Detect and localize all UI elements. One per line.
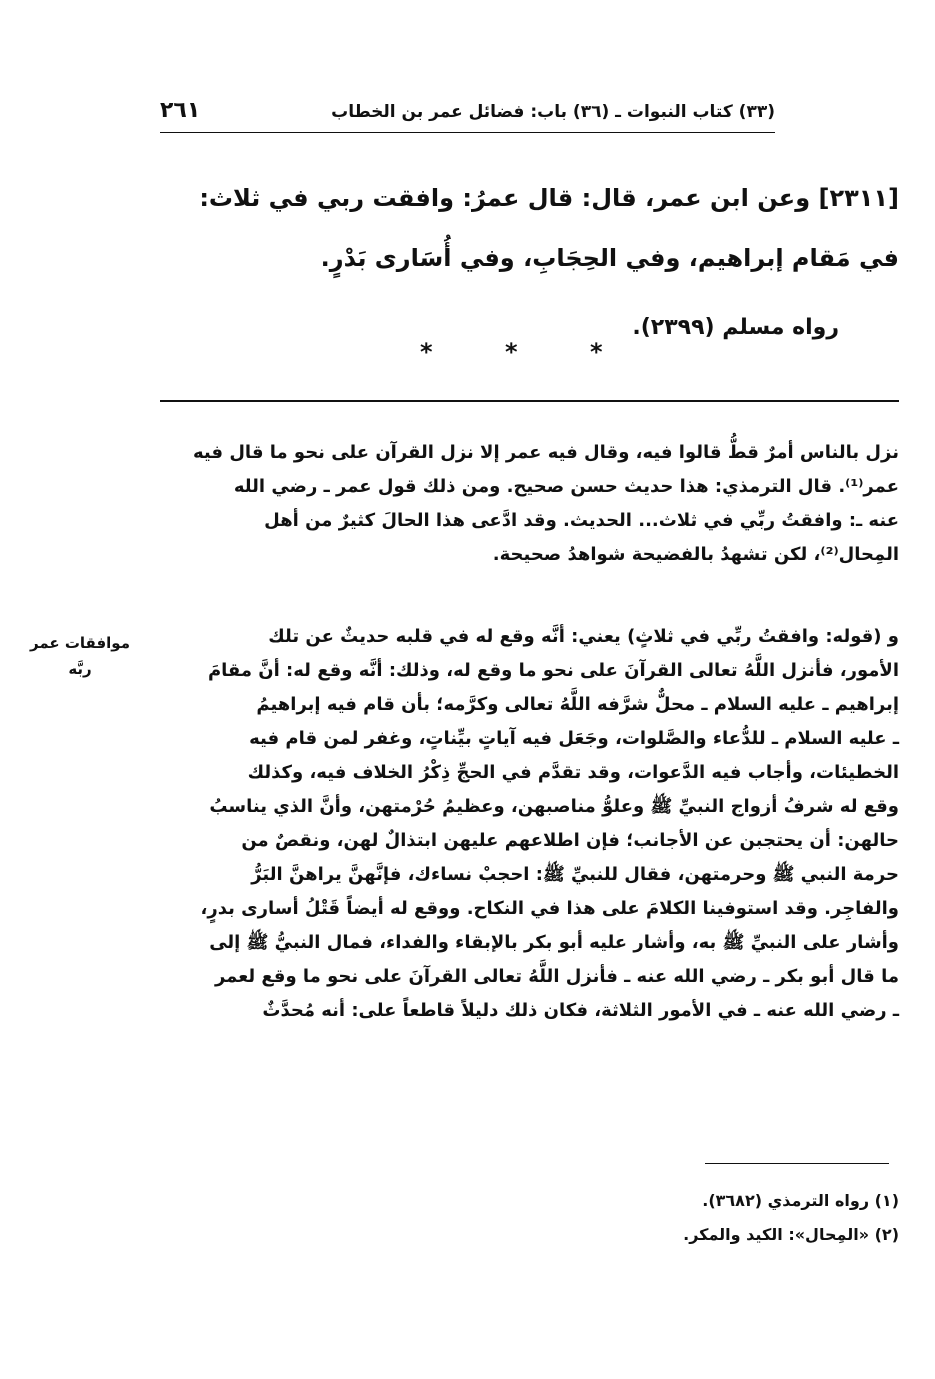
commentary-line: حالهن: أن يحتجبن عن الأجانب؛ فإن اطلاعهم عليهن ابتذالٌ لهن، ونقصٌ من: [241, 830, 899, 851]
commentary-line: ـ رضي الله عنه ـ في الأمور الثلاثة، فكان ذلك دليلاً قاطعاً على: أنه مُحدَّثٌ: [262, 1000, 899, 1021]
page-header: [160, 98, 775, 130]
footnote-rule: [705, 1163, 889, 1164]
hadith-text: [160, 168, 899, 340]
commentary-line: وأشار على النبيِّ ﷺ به، وأشار عليه أبو بكر بالإبقاء والفداء، فمال النبيُّ ﷺ إلى: [209, 932, 899, 953]
footnote: (٢) «المِحال»: الكيد والمكر.: [683, 1225, 899, 1244]
commentary-line: ـ عليه السلام ـ للدُّعاء والصَّلوات، وجَعَل فيه آياتٍ بيِّناتٍ، وغفر لمن قام فيه: [249, 728, 899, 749]
star-ornament: *: [590, 338, 603, 366]
commentary-line: عنه ـ: وافقتُ ربِّي في ثلاث... الحديث. وقد ادَّعى هذا الحالَ كثيرٌ من أهل: [264, 510, 899, 531]
commentary-line: والفاجِر. وقد استوفينا الكلامَ على هذا في النكاح. ووقع له أيضاً قَتْلُ أسارى بدرٍ،: [200, 898, 899, 919]
commentary-line: الخطيئات، وأجاب فيه الدَّعوات، وقد تقدَّم في الحجِّ ذِكْرُ الخلاف فيه، وكذلك: [247, 762, 899, 783]
commentary-line: الأمور، فأنزل اللَّهُ تعالى القرآنَ على نحو ما وقع له، وذلك: أنَّه وقع له: أنَّ مقامَ: [207, 660, 899, 681]
commentary-line: و (قوله: وافقتُ ربِّي في ثلاثٍ) يعني: أنَّه وقع له في قلبه حديثٌ عن تلك: [268, 626, 899, 647]
commentary-paragraph-2: [150, 620, 899, 1028]
margin-note: [20, 630, 140, 682]
commentary-line: ما قال أبو بكر ـ رضي الله عنه ـ فأنزل اللَّهُ تعالى القرآنَ على نحو ما وقع لعمر: [214, 966, 899, 987]
commentary-line: وقع له شرفُ أزواج النبيِّ ﷺ وعلوُّ مناصبهن، وعظيمُ حُرْمتهن، وأنَّ الذي يناسبُ: [209, 796, 899, 817]
footnotes: [160, 1184, 899, 1252]
margin-note-line: موافقات عمر: [29, 634, 130, 652]
commentary-line: عمر⁽¹⁾. قال الترمذي: هذا حديث حسن صحيح. ومن ذلك قول عمر ـ رضي الله: [233, 476, 899, 497]
footnote: (١) رواه الترمذي (٣٦٨٢).: [702, 1191, 899, 1210]
section-separator-stars: [420, 338, 620, 368]
star-ornament: *: [505, 338, 518, 366]
hadith-source: رواه مسلم (٢٣٩٩).: [632, 315, 839, 340]
commentary-line: المِحال⁽²⁾، لكن تشهدُ بالفضيحة شواهدُ صحيحة.: [492, 544, 899, 565]
margin-note-line: ربَّه: [68, 660, 92, 678]
commentary-line: نزل بالناس أمرٌ قطُّ قالوا فيه، وقال فيه عمر إلا نزل القرآن على نحو ما قال فيه: [193, 442, 899, 463]
running-title: (٣٣) كتاب النبوات ـ (٣٦) باب: فضائل عمر بن الخطاب: [331, 102, 775, 122]
commentary-line: حرمة النبي ﷺ وحرمتهن، فقال للنبيِّ ﷺ: احجبْ نساءك، فإنَّهنَّ يراهنَّ البَرُّ: [251, 864, 899, 885]
hadith-line: [٢٣١١] وعن ابن عمر، قال: قال عمرُ: وافقت ربي في ثلاث:: [199, 184, 899, 212]
page-number: ٢٦١: [160, 98, 201, 123]
commentary-paragraph: [150, 436, 899, 572]
hadith-line: في مَقام إبراهيم، وفي الحِجَابِ، وفي أُسَارى بَدْرٍ.: [320, 244, 899, 272]
text-divider: [160, 400, 899, 402]
commentary-line: إبراهيم ـ عليه السلام ـ محلٌّ شرَّفه اللَّهُ تعالى وكرَّمه؛ بأن قام فيه إبراهيمُ: [256, 694, 899, 715]
header-rule: [160, 132, 775, 133]
star-ornament: *: [420, 338, 433, 366]
